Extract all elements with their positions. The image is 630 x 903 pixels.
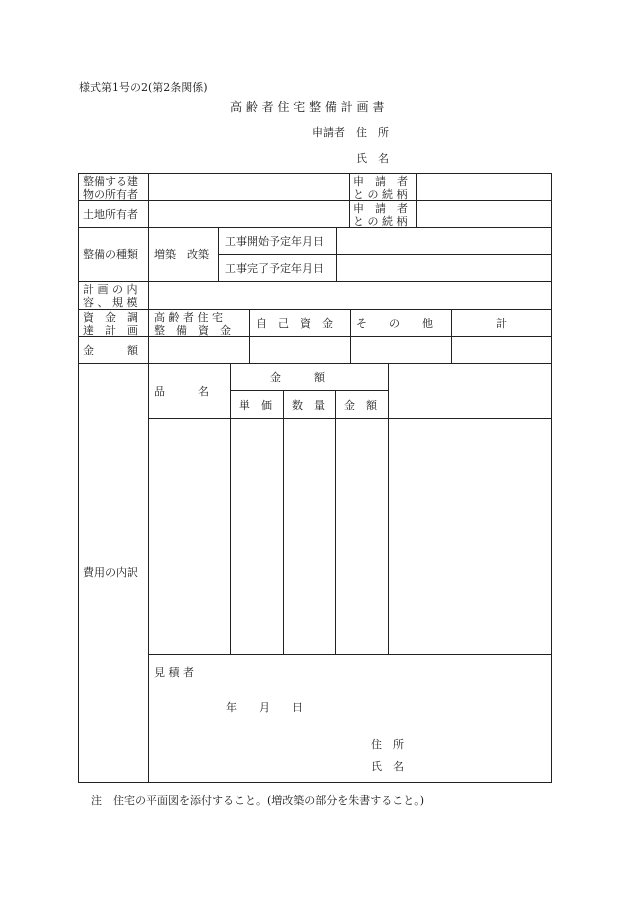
applicant-name-label: 氏 名 [356, 152, 389, 165]
relation-label-2: 申 請 者 と の 続 柄 [353, 202, 408, 228]
land-owner-label: 土地所有者 [83, 208, 138, 221]
owner-label: 整備する建 物の所有者 [83, 175, 138, 201]
item-name-header: 品 名 [154, 385, 209, 398]
estimator-address-label: 住 所 [371, 738, 404, 751]
unit-price-header: 単 価 [239, 399, 272, 412]
start-date-label: 工事開始予定年月日 [225, 235, 324, 248]
work-type-label: 整備の種類 [83, 248, 138, 261]
estimate-date: 年 月 日 [226, 701, 303, 714]
form-number: 様式第1号の2(第2条関係) [79, 81, 208, 94]
total-label: 計 [496, 317, 507, 330]
quantity-header: 数 量 [292, 399, 325, 412]
end-date-label: 工事完了予定年月日 [225, 262, 324, 275]
applicant-address-label: 申請者 住 所 [312, 126, 389, 139]
breakdown-label: 費用の内訳 [83, 566, 138, 579]
relation-label-1: 申 請 者 と の 続 柄 [353, 175, 408, 201]
amount-col-header: 金 額 [344, 399, 377, 412]
estimator-label: 見 積 者 [154, 666, 194, 679]
elder-fund-label: 高 齢 者 住 宅 整 備 資 金 [154, 311, 231, 337]
plan-label: 計 画 の 内 容 、 規 模 [83, 283, 138, 309]
amount-label: 金 額 [83, 344, 138, 357]
fund-label: 資 金 調 達 計 画 [83, 311, 138, 337]
footnote: 注 住宅の平面図を添付すること。(増改築の部分を朱書すること。) [91, 794, 425, 807]
document-title: 高 齢 者 住 宅 整 備 計 画 書 [230, 100, 385, 114]
other-label: そ の 他 [356, 317, 433, 330]
estimator-name-label: 氏 名 [371, 760, 404, 773]
amount-header: 金 額 [270, 371, 325, 384]
work-type-options: 増築 改築 [154, 248, 209, 261]
own-fund-label: 自 己 資 金 [256, 317, 333, 330]
